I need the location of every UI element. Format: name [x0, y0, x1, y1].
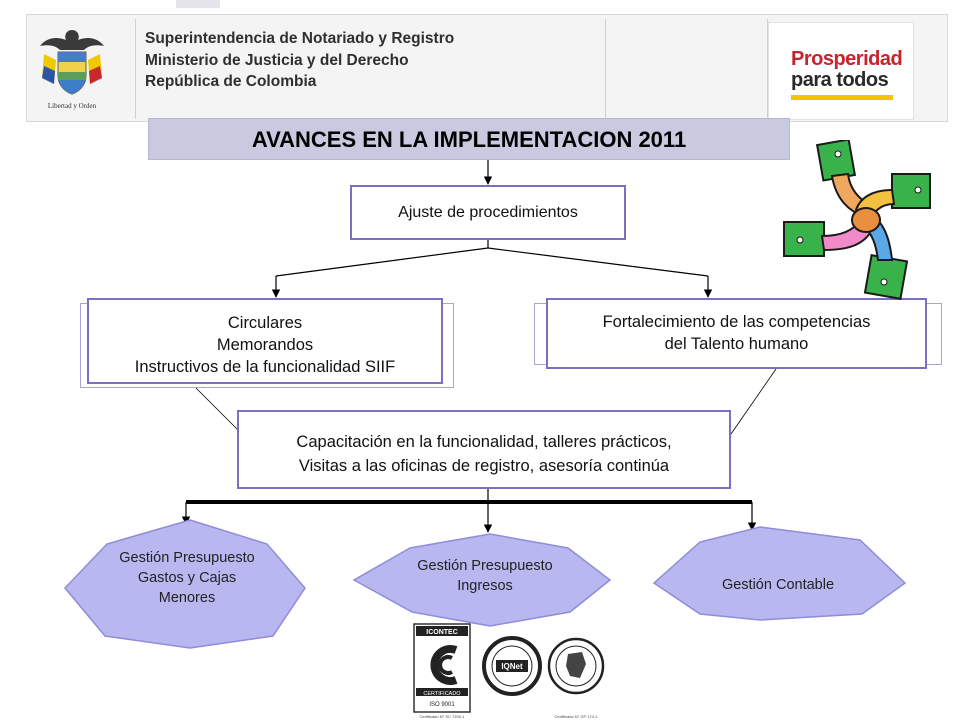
node-ajuste: Ajuste de procedimientos	[350, 185, 626, 240]
node-capacitacion	[237, 410, 731, 489]
circulares-line-1: Circulares	[227, 314, 303, 332]
gastos-line-1: Gestión Presupuesto	[119, 550, 255, 566]
branch-right	[488, 248, 708, 276]
brand-line-2: para todos	[791, 69, 889, 91]
circulares-line-3: Instructivos de la funcionalidad SIIF	[134, 358, 396, 376]
node-gestion-ingresos	[360, 556, 610, 596]
branch-left	[276, 248, 488, 276]
node-gestion-gastos	[80, 548, 294, 608]
node-gestion-contable: Gestión Contable	[721, 577, 835, 593]
capacitacion-line-1: Capacitación en la funcionalidad, talleres prácticos,	[296, 433, 672, 451]
fortalecimiento-line-1: Fortalecimiento de las competencias	[602, 313, 871, 331]
gastos-line-2: Gastos y Cajas	[137, 570, 237, 586]
hexagon-contable	[654, 527, 905, 620]
node-fortalecimiento	[546, 298, 927, 369]
cert-number-1: Certificado N° SC 7200-1	[419, 714, 465, 719]
circulares-line-2: Memorandos	[216, 336, 314, 354]
ingresos-line-2: Ingresos	[457, 578, 513, 594]
cert-number-2: Certificado N° GP 174-1	[554, 714, 598, 719]
capacitacion-line-2: Visitas a las oficinas de registro, asesoría continúa	[298, 457, 670, 475]
teamwork-hands-icon	[780, 140, 946, 300]
icontec-top-text: ICONTEC	[426, 629, 458, 636]
icontec-bottom-text: CERTIFICADO	[423, 691, 461, 697]
ingresos-line-1: Gestión Presupuesto	[417, 558, 553, 574]
coat-caption: Libertad y Orden	[47, 102, 97, 110]
org-line-superintendencia: Superintendencia de Notariado y Registro	[145, 30, 455, 47]
brand-line-1: Prosperidad	[791, 48, 903, 70]
org-line-ministerio: Ministerio de Justicia y del Derecho	[145, 51, 409, 69]
connector-fortalecimiento-capacitacion	[731, 369, 776, 434]
certification-logos	[412, 620, 612, 720]
gastos-line-3: Menores	[158, 590, 216, 606]
page-title: AVANCES EN LA IMPLEMENTACION 2011	[148, 118, 790, 160]
org-line-republica: República de Colombia	[145, 73, 317, 90]
fortalecimiento-line-2: del Talento humano	[664, 335, 809, 353]
node-circulares	[87, 298, 443, 384]
iqnet-text: IQNet	[501, 662, 523, 671]
icontec-iso-text: ISO 9001	[429, 702, 455, 708]
